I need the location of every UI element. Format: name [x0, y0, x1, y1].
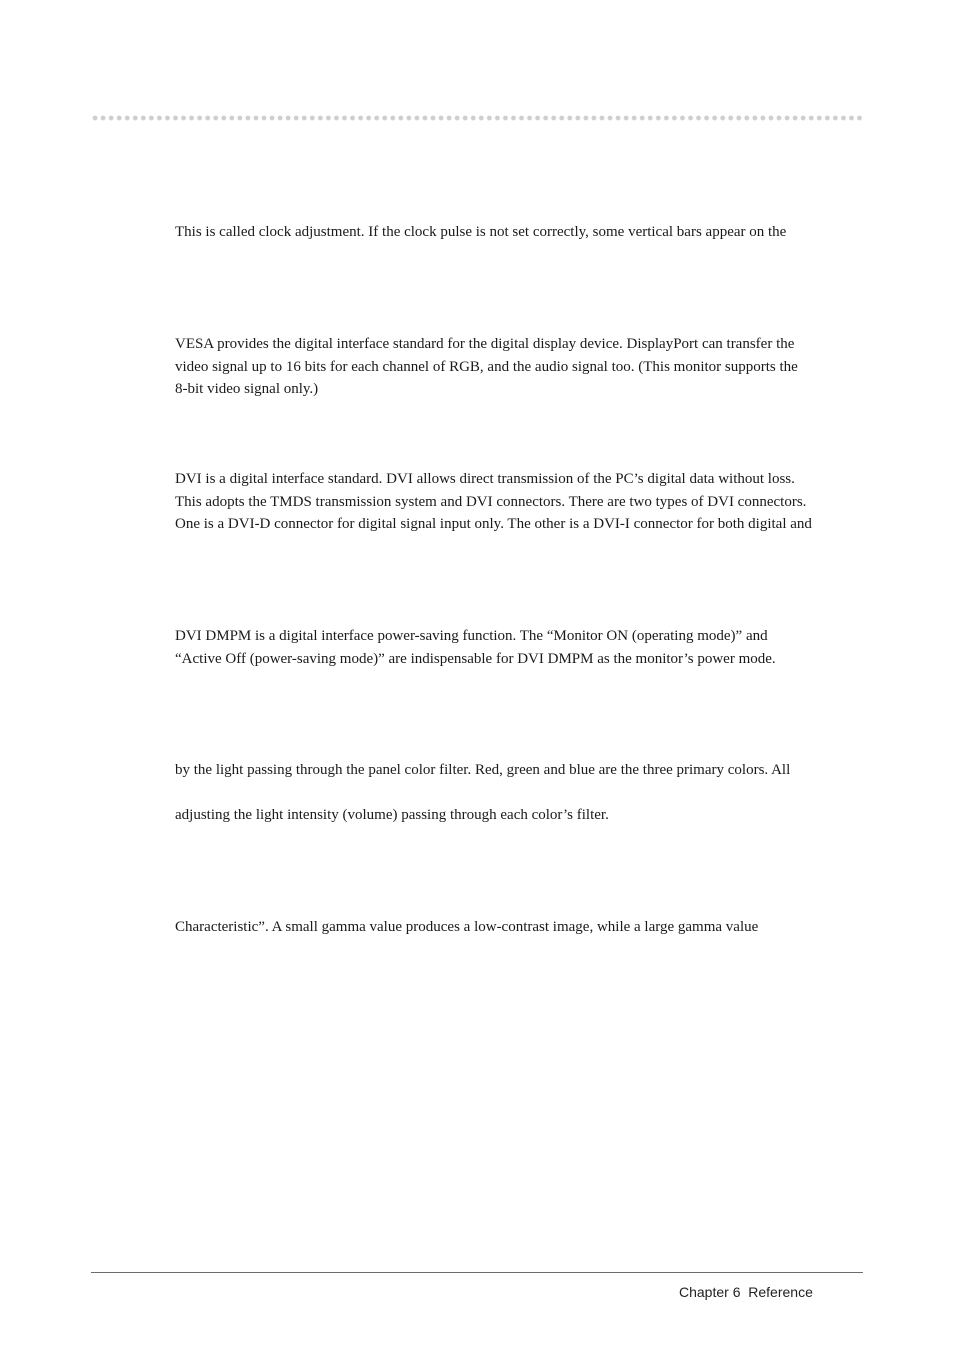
paragraph-clock [175, 221, 875, 244]
text-line: video signal up to 16 bits for each channel of RGB, and the audio signal too. (This monitor supports the [175, 358, 798, 375]
text-line: DVI DMPM is a digital interface power-saving function. The “Monitor ON (operating mode)” and [175, 628, 768, 644]
text-line: DVI is a digital interface standard. DVI allows direct transmission of the PC’s digital data without loss. [175, 471, 795, 487]
text-line: One is a DVI-D connector for digital signal input only. The other is a DVI-I connector for both digital and [175, 516, 812, 532]
paragraph-gain-line-2 [175, 804, 875, 827]
text-line: VESA provides the digital interface standard for the digital display device. DisplayPort can transfer the [175, 336, 795, 352]
text-line: This adopts the TMDS transmission system and DVI connectors. There are two types of DVI connectors. [175, 493, 807, 510]
paragraph-gain-line-1 [175, 759, 875, 782]
paragraph-displayport [175, 333, 875, 401]
text-line: “Active Off (power-saving mode)” are indispensable for DVI DMPM as the monitor’s power mode. [175, 650, 776, 667]
text-line: Characteristic”. A small gamma value produces a low-contrast image, while a large gamma value [175, 919, 759, 935]
paragraph-dvi-dmpm [175, 625, 875, 670]
footer-chapter-label: Chapter 6 Reference [679, 1284, 813, 1300]
footer-rule [91, 1272, 863, 1273]
paragraph-gamma [175, 916, 875, 939]
text-line: adjusting the light intensity (volume) passing through each color’s filter. [175, 807, 609, 823]
text-line: by the light passing through the panel color filter. Red, green and blue are the three primary colors. All [175, 762, 791, 778]
text-line: This is called clock adjustment. If the clock pulse is not set correctly, some vertical bars appear on the [175, 224, 787, 240]
text-line: 8-bit video signal only.) [175, 381, 319, 397]
dotted-header-rule [91, 115, 863, 121]
paragraph-dvi [175, 468, 875, 536]
